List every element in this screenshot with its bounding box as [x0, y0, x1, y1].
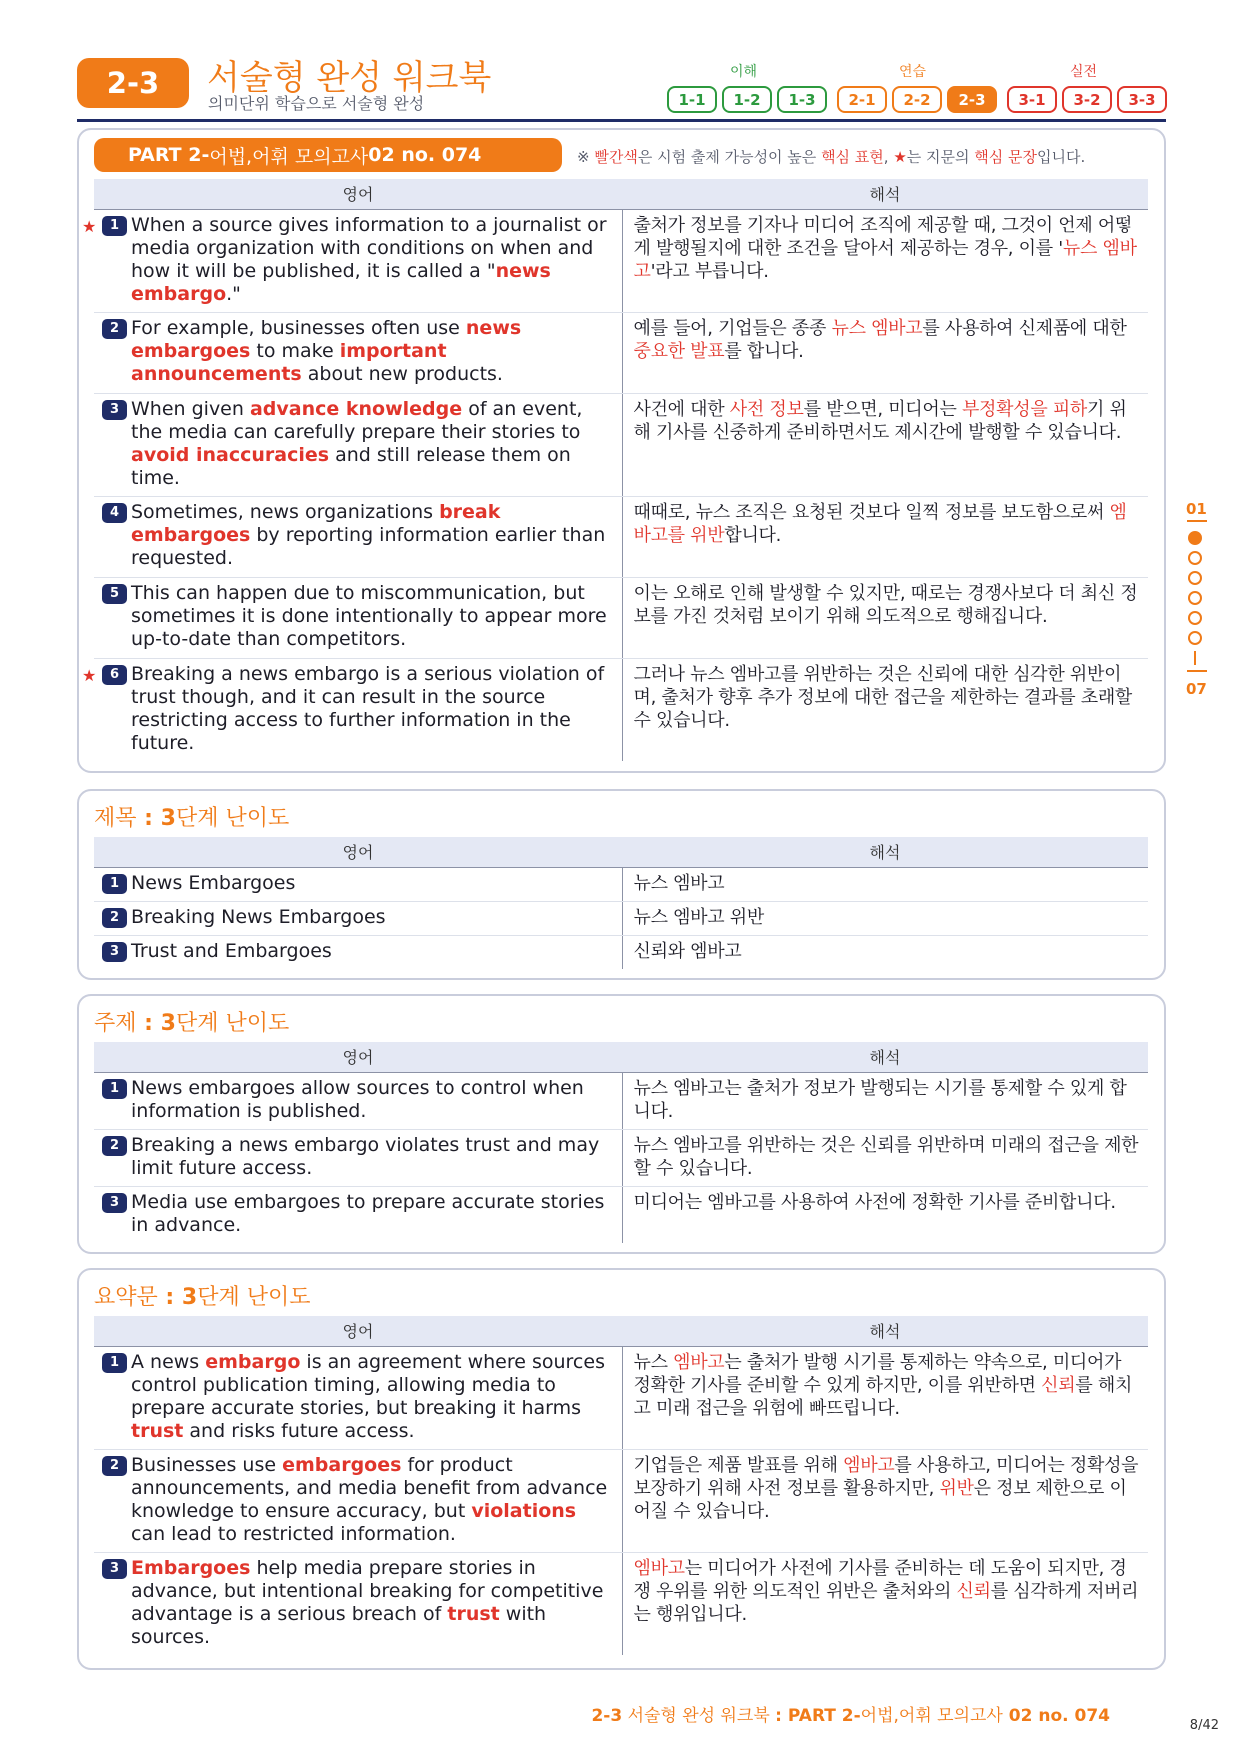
option-number: 3 — [102, 1559, 127, 1579]
step-3-3[interactable]: 3-3 — [1117, 86, 1167, 113]
option-number: 1 — [102, 874, 127, 894]
english-text: Breaking a news embargo is a serious violation of trust though, and it can result in the source restricting access to further information in the future. — [131, 662, 605, 754]
table-row — [94, 1449, 1148, 1552]
english-text: News embargoes allow sources to control when information is published. — [131, 1076, 584, 1122]
table-row — [94, 1552, 1148, 1655]
step-1-1[interactable]: 1-1 — [667, 86, 717, 113]
sentence-number: 4 — [102, 503, 127, 523]
theme-table — [94, 1042, 1148, 1243]
korean-text: 기업들은 제품 발표를 위해 엠바고를 사용하고, 미디어는 정확성을 보장하기 위해 사전 정보를 활용하지만, 위반은 정보 제한으로 이어질 수 있습니다. — [633, 1454, 1139, 1522]
korean-text: 뉴스 엠바고 — [633, 872, 725, 894]
korean-text: 뉴스 엠바고는 출처가 정보가 발행되는 시기를 통제할 수 있게 합니다. — [633, 1077, 1127, 1122]
english-text: News Embargoes — [131, 871, 296, 894]
page-subtitle: 의미단위 학습으로 서술형 완성 — [208, 94, 425, 113]
korean-text: 때때로, 뉴스 조직은 요청된 것보다 일찍 정보를 보도함으로써 엠바고를 위반합니다. — [633, 501, 1127, 546]
korean-text: 뉴스 엠바고 위반 — [633, 906, 764, 928]
table-row — [94, 1186, 1148, 1243]
side-nav-dot-2[interactable] — [1188, 551, 1202, 565]
option-number: 1 — [102, 1079, 127, 1099]
step-3-2[interactable]: 3-2 — [1062, 86, 1112, 113]
side-nav-first: 01 — [1186, 500, 1207, 518]
korean-text: 신뢰와 엠바고 — [633, 940, 742, 962]
table-row — [94, 577, 1148, 658]
english-text: When a source gives information to a journalist or media organization with conditions on when and how it will be published, it is called a "news embargo." — [131, 213, 607, 305]
korean-text: 미디어는 엠바고를 사용하여 사전에 정확한 기사를 준비합니다. — [633, 1191, 1116, 1213]
english-text: For example, businesses often use news embargoes to make important announcements about new products. — [131, 316, 522, 385]
option-number: 2 — [102, 908, 127, 928]
english-text: A news embargo is an agreement where sources control publication timing, allowing media to prepare accurate stories, but breaking it harms trust and risks future access. — [131, 1350, 605, 1442]
side-nav-dot-4[interactable] — [1188, 591, 1202, 605]
section-title-theme: 주제 : 3단계 난이도 — [94, 1011, 290, 1036]
sentence-number: 6 — [102, 665, 127, 685]
col-header-korean: 해석 — [622, 1042, 1148, 1072]
sentence-number: 1 — [102, 216, 127, 236]
step-1-2[interactable]: 1-2 — [722, 86, 772, 113]
sentence-number: 5 — [102, 584, 127, 604]
korean-text: 뉴스 엠바고를 위반하는 것은 신뢰를 위반하며 미래의 접근을 제한할 수 있습니다. — [633, 1134, 1139, 1179]
step-1-3[interactable]: 1-3 — [777, 86, 827, 113]
side-nav-dot-5[interactable] — [1188, 611, 1202, 625]
passage-table — [82, 179, 1148, 761]
group-label-understand: 이해 — [730, 64, 758, 80]
english-text: Embargoes help media prepare stories in advance, but intentional breaking for competitive advantage is a serious breach of trust with sources. — [131, 1556, 604, 1648]
legend-note: ※ 빨간색은 시험 출제 가능성이 높은 핵심 표현, ★는 지문의 핵심 문장입니다. — [577, 148, 1086, 166]
korean-text: 엠바고는 미디어가 사전에 기사를 준비하는 데 도움이 되지만, 경쟁 우위를 위한 의도적인 위반은 출처와의 신뢰를 심각하게 저버리는 행위입니다. — [633, 1557, 1139, 1625]
part-badge: PART 2- 어법,어휘 모의고사 02 no. 074 — [94, 138, 562, 172]
sentence-number: 3 — [102, 400, 127, 420]
col-header-english: 영어 — [94, 179, 622, 209]
option-number: 3 — [102, 942, 127, 962]
section-title-summary: 요약문 : 3단계 난이도 — [94, 1285, 311, 1310]
side-nav-top-bar — [1187, 520, 1207, 522]
side-nav-dot-1[interactable] — [1188, 531, 1202, 545]
table-row — [94, 496, 1148, 577]
header-divider — [77, 119, 1166, 122]
section-title-title: 제목 : 3단계 난이도 — [94, 806, 290, 831]
page-number: 8/42 — [1189, 1718, 1219, 1733]
option-number: 1 — [102, 1353, 127, 1373]
option-number: 3 — [102, 1193, 127, 1213]
title-card — [77, 789, 1166, 980]
english-text: When given advance knowledge of an event, the media can carefully prepare their stories to avoid inaccuracies and still release them on time. — [131, 397, 583, 489]
option-number: 2 — [102, 1136, 127, 1156]
side-nav-last: 07 — [1186, 680, 1207, 698]
option-number: 2 — [102, 1456, 127, 1476]
footer-caption: 2-3 서술형 완성 워크북 : PART 2-어법,어휘 모의고사 02 no. 074 — [591, 1706, 1110, 1726]
col-header-english: 영어 — [94, 1316, 622, 1346]
passage-card — [77, 128, 1166, 773]
step-2-3[interactable]: 2-3 — [947, 86, 997, 113]
lesson-badge: 2-3 — [77, 58, 189, 108]
korean-text: 이는 오해로 인해 발생할 수 있지만, 때로는 경쟁사보다 더 최신 정보를 가진 것처럼 보이기 위해 의도적으로 행해집니다. — [633, 582, 1138, 627]
english-text: Sometimes, news organizations break embargoes by reporting information earlier than requested. — [131, 500, 606, 569]
english-text: Trust and Embargoes — [131, 939, 332, 962]
table-row — [94, 1346, 1148, 1449]
korean-text: 출처가 정보를 기자나 미디어 조직에 제공할 때, 그것이 언제 어떻게 발행될지에 대한 조건을 달아서 제공하는 경우, 이를 '뉴스 엠바고'라고 부릅니다. — [633, 214, 1137, 282]
side-nav-dot-6[interactable] — [1188, 631, 1202, 645]
table-row — [94, 901, 1148, 935]
korean-text: 그러나 뉴스 엠바고를 위반하는 것은 신뢰에 대한 심각한 위반이며, 출처가 향후 추가 정보에 대한 접근을 제한하는 결과를 초래할 수 있습니다. — [633, 663, 1133, 731]
table-row — [94, 393, 1148, 496]
col-header-english: 영어 — [94, 837, 622, 867]
step-2-1[interactable]: 2-1 — [837, 86, 887, 113]
group-label-practice: 연습 — [899, 64, 927, 80]
step-3-1[interactable]: 3-1 — [1007, 86, 1057, 113]
summary-table — [94, 1316, 1148, 1655]
english-text: Businesses use embargoes for product announcements, and media benefit from advance knowledge to ensure accuracy, but violations can lead to restricted information. — [131, 1453, 608, 1545]
col-header-korean: 해석 — [622, 1316, 1148, 1346]
table-row — [94, 312, 1148, 393]
side-nav-line — [1194, 651, 1196, 665]
col-header-korean: 해석 — [622, 837, 1148, 867]
key-sentence-star-icon: ★ — [82, 216, 97, 236]
english-text: This can happen due to miscommunication, but sometimes it is done intentionally to appear more up-to-date than competitors. — [131, 581, 607, 650]
table-row — [94, 1129, 1148, 1186]
table-row — [94, 658, 1148, 761]
key-sentence-star-icon: ★ — [82, 665, 97, 685]
korean-text: 사건에 대한 사전 정보를 받으면, 미디어는 부정확성을 피하기 위해 기사를 신중하게 준비하면서도 제시간에 발행할 수 있습니다. — [633, 398, 1127, 443]
col-header-korean: 해석 — [622, 179, 1148, 209]
korean-text: 예를 들어, 기업들은 종종 뉴스 엠바고를 사용하여 신제품에 대한 중요한 발표를 합니다. — [633, 317, 1127, 362]
side-nav-bottom-bar — [1187, 670, 1207, 672]
table-row — [94, 935, 1148, 969]
title-table — [94, 837, 1148, 969]
group-label-exam: 실전 — [1070, 64, 1098, 80]
step-2-2[interactable]: 2-2 — [892, 86, 942, 113]
theme-card — [77, 994, 1166, 1254]
side-nav-dot-3[interactable] — [1188, 571, 1202, 585]
korean-text: 뉴스 엠바고는 출처가 발행 시기를 통제하는 약속으로, 미디어가 정확한 기사를 준비할 수 있게 하지만, 이를 위반하면 신뢰를 해치고 미래 접근을 위험에 빠뜨립니다. — [633, 1351, 1133, 1419]
english-text: Breaking a news embargo violates trust and may limit future access. — [131, 1133, 600, 1179]
table-row — [94, 209, 1148, 312]
summary-card — [77, 1268, 1166, 1670]
english-text: Media use embargoes to prepare accurate stories in advance. — [131, 1190, 605, 1236]
page-title: 서술형 완성 워크북 — [207, 58, 492, 98]
english-text: Breaking News Embargoes — [131, 905, 386, 928]
col-header-english: 영어 — [94, 1042, 622, 1072]
sentence-number: 2 — [102, 319, 127, 339]
table-row — [94, 867, 1148, 901]
table-row — [94, 1072, 1148, 1129]
